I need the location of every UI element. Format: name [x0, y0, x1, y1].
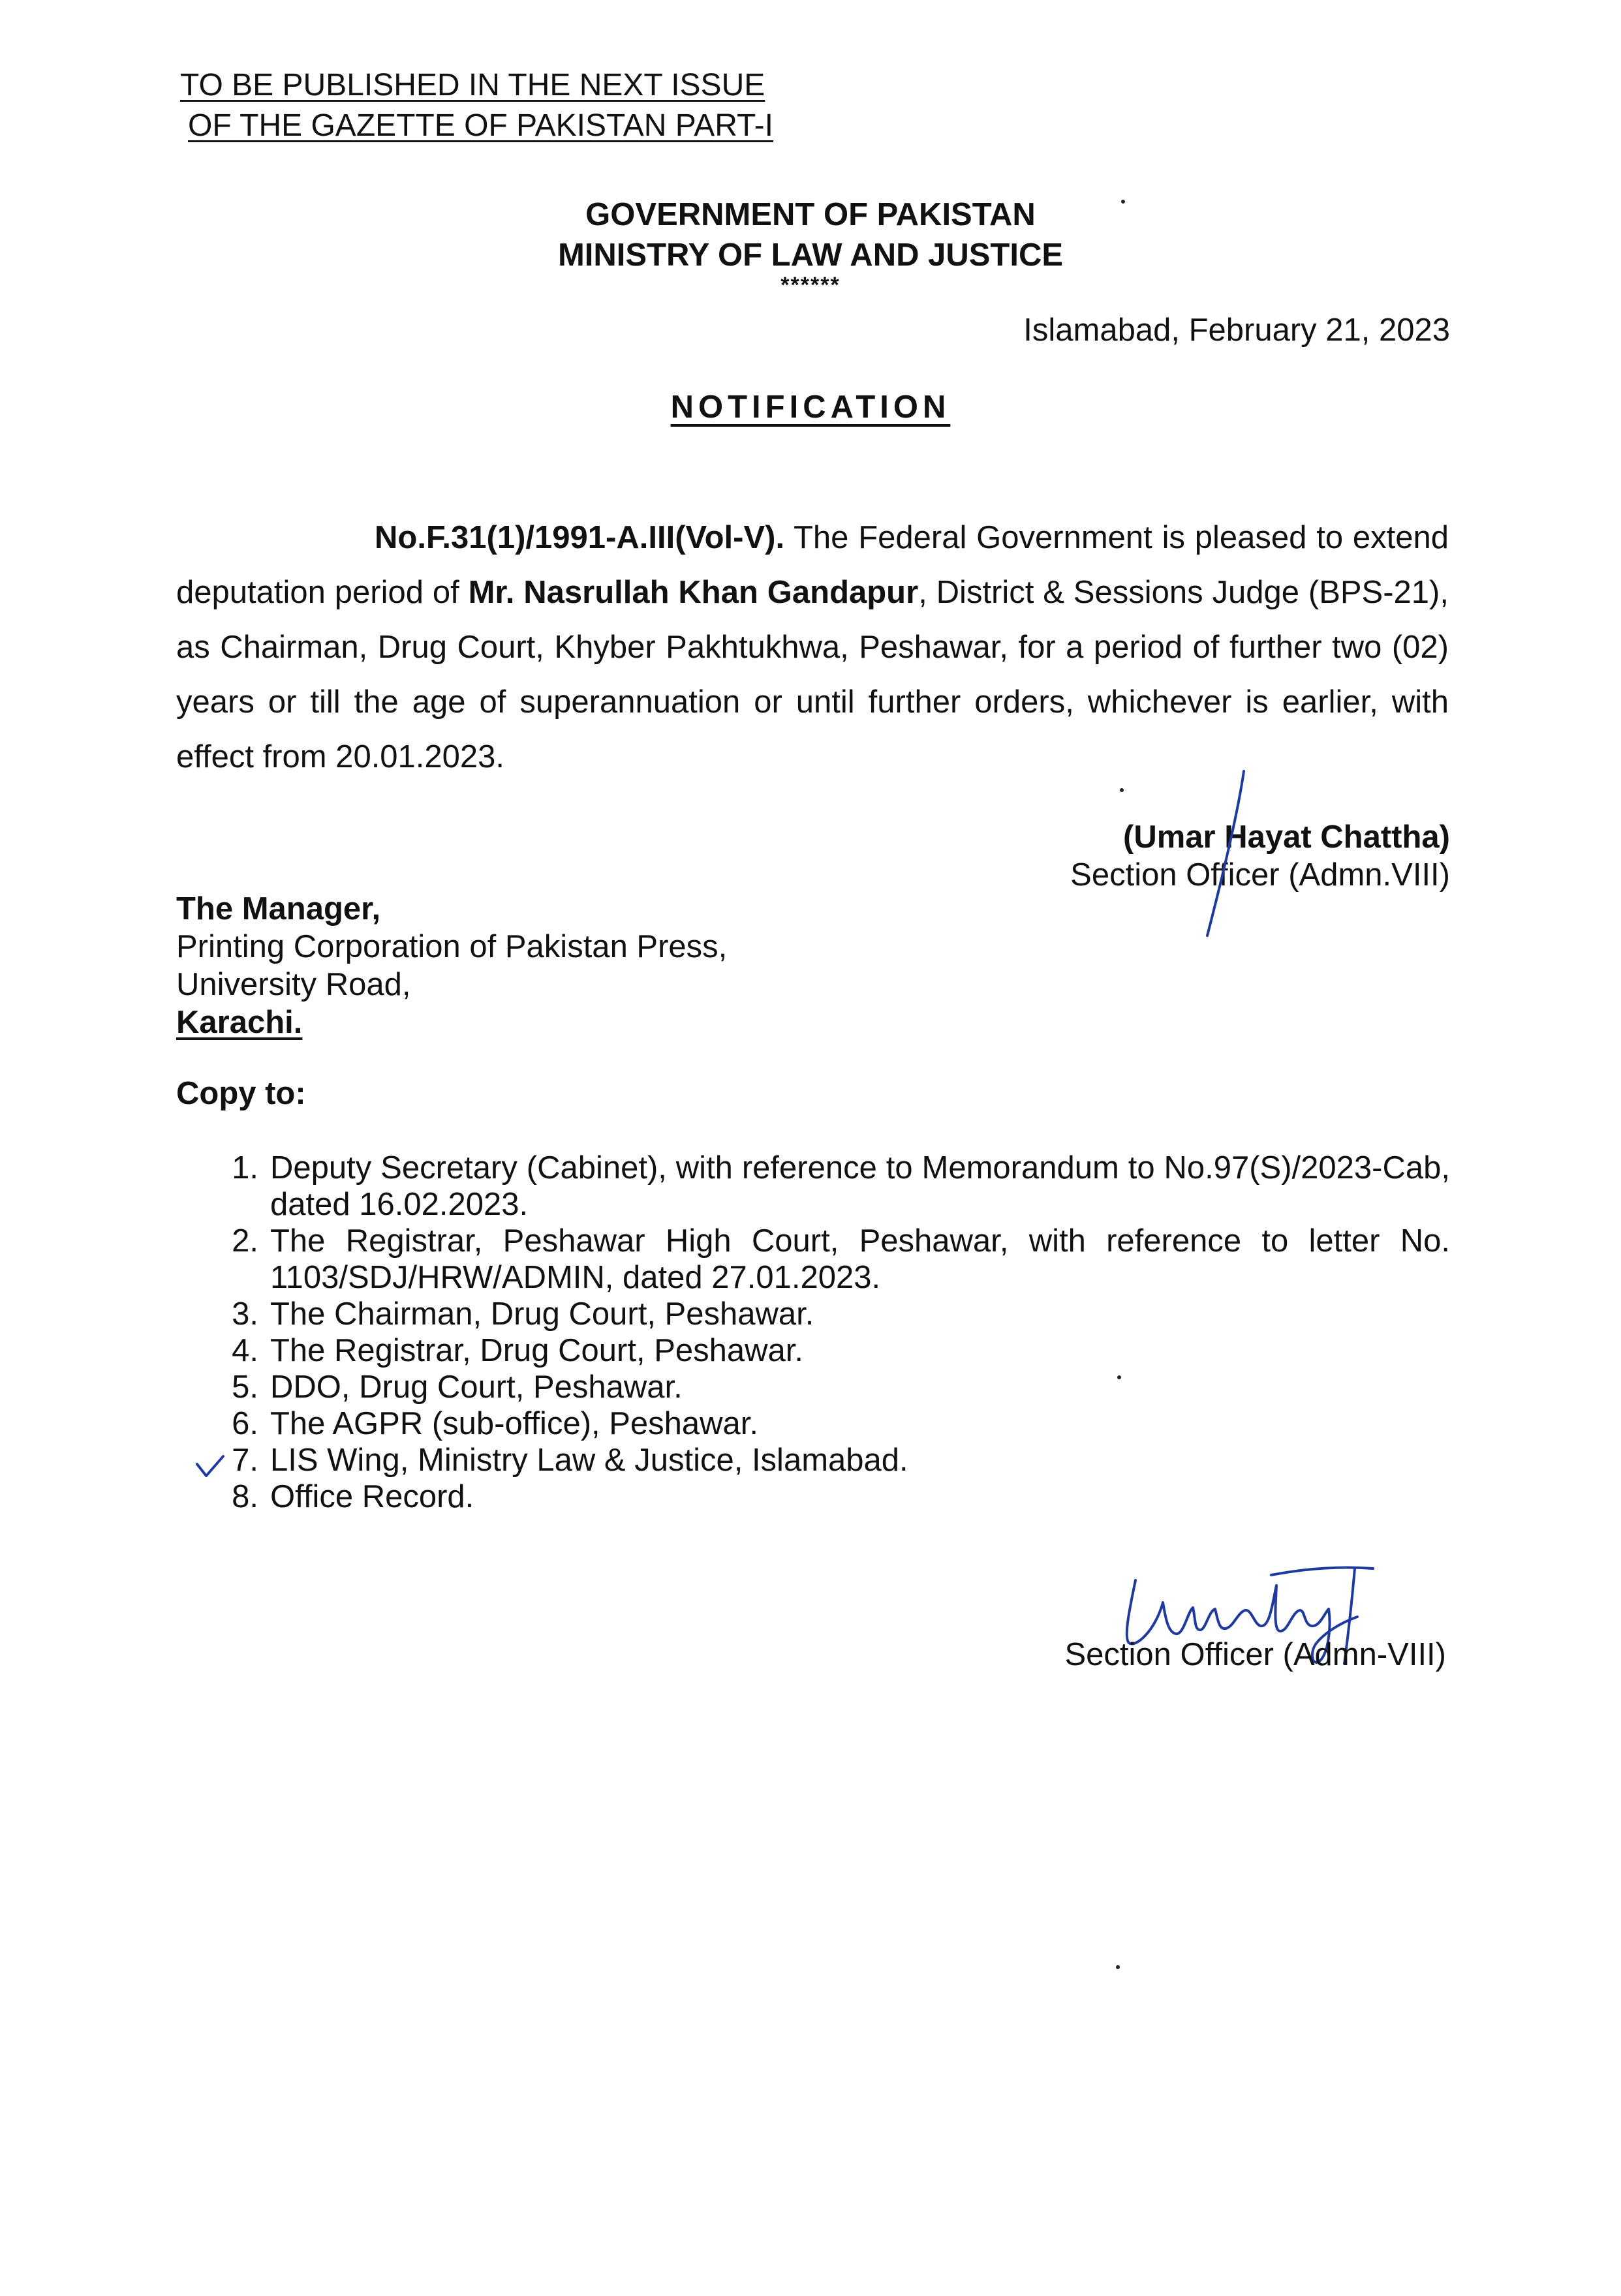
notification-text-part-2: , District & Sessions Judge (BPS-21), as Chairman, Drug Court, Khyber Pakhtukhwa, Peshawar, for a period of further two (02) years or till the age of superannuation or until further orders, whichever is earlier, with effect from 20.01.2023.: [176, 575, 1449, 774]
place-and-date: Islamabad, February 21, 2023: [1023, 313, 1450, 348]
letterhead: [0, 194, 1621, 298]
officer-name: Mr. Nasrullah Khan Gandapur: [468, 575, 919, 610]
list-item: [222, 1296, 1450, 1332]
list-item-text: DDO, Drug Court, Peshawar.: [270, 1370, 683, 1405]
list-item-number: 4.: [232, 1333, 258, 1368]
addressee-title: The Manager,: [176, 891, 381, 926]
list-item-text: LIS Wing, Ministry Law & Justice, Islamabad.: [270, 1443, 908, 1478]
notification-number: No.F.31(1)/1991-A.III(Vol-V).: [375, 520, 785, 555]
copy-to-heading: Copy to:: [176, 1076, 306, 1111]
scan-speck: [1120, 788, 1124, 792]
scan-speck: [1117, 1375, 1121, 1379]
scan-speck: [1116, 1965, 1120, 1969]
letterhead-separator: ******: [780, 273, 841, 298]
notification-body: [176, 510, 1449, 784]
list-item-text: Office Record.: [270, 1479, 474, 1514]
list-item-text: The Registrar, Peshawar High Court, Peshawar, with reference to letter No. 1103/SDJ/HRW/ADMIN, dated 27.01.2023.: [270, 1223, 1450, 1295]
list-item-number: 7.: [232, 1443, 258, 1478]
list-item-number: 5.: [232, 1370, 258, 1405]
list-item: [222, 1332, 1450, 1369]
gazette-header-line-1: TO BE PUBLISHED IN THE NEXT ISSUE: [180, 68, 765, 102]
notification-text-part-1: The Federal Government is pleased to extend deputation period of: [176, 520, 1449, 610]
list-item: [222, 1150, 1450, 1223]
signatory-name: (Umar Hayat Chattha): [1123, 819, 1450, 855]
addressee-line-2: University Road,: [176, 967, 411, 1002]
government-name: GOVERNMENT OF PAKISTAN: [585, 197, 1036, 232]
list-item: [222, 1369, 1450, 1405]
signatory-designation: Section Officer (Admn.VIII): [1070, 857, 1450, 893]
scan-speck: [1121, 200, 1125, 204]
list-item: [222, 1223, 1450, 1296]
list-item: [222, 1405, 1450, 1442]
addressee-city: Karachi.: [176, 1005, 303, 1040]
list-item-text: The Registrar, Drug Court, Peshawar.: [270, 1333, 804, 1368]
copy-to-list: [222, 1150, 1450, 1515]
list-item: [222, 1442, 1450, 1478]
gazette-publication-header: [180, 65, 773, 146]
ministry-name: MINISTRY OF LAW AND JUSTICE: [557, 237, 1064, 273]
signatory-block: [1070, 818, 1450, 894]
addressee-block: [176, 890, 727, 1041]
initial-stroke-mark: [1201, 769, 1253, 938]
list-item-number: 1.: [232, 1150, 258, 1186]
list-item-number: 3.: [232, 1296, 258, 1332]
addressee-line-1: Printing Corporation of Pakistan Press,: [176, 929, 728, 964]
tick-mark-icon: [194, 1454, 234, 1486]
notification-title-text: NOTIFICATION: [670, 390, 951, 425]
list-item-text: The AGPR (sub-office), Peshawar.: [270, 1406, 759, 1441]
list-item-number: 8.: [232, 1479, 258, 1514]
notification-title: [0, 389, 1621, 425]
list-item-number: 2.: [232, 1223, 258, 1259]
list-item-text: The Chairman, Drug Court, Peshawar.: [270, 1296, 814, 1332]
list-item: [222, 1478, 1450, 1515]
list-item-number: 6.: [232, 1406, 258, 1441]
gazette-header-line-2: OF THE GAZETTE OF PAKISTAN PART-I: [188, 108, 773, 143]
closing-designation: Section Officer (Admn-VIII): [1064, 1637, 1446, 1672]
list-item-text: Deputy Secretary (Cabinet), with reference to Memorandum to No.97(S)/2023-Cab, dated 16.02.2023.: [270, 1150, 1450, 1222]
